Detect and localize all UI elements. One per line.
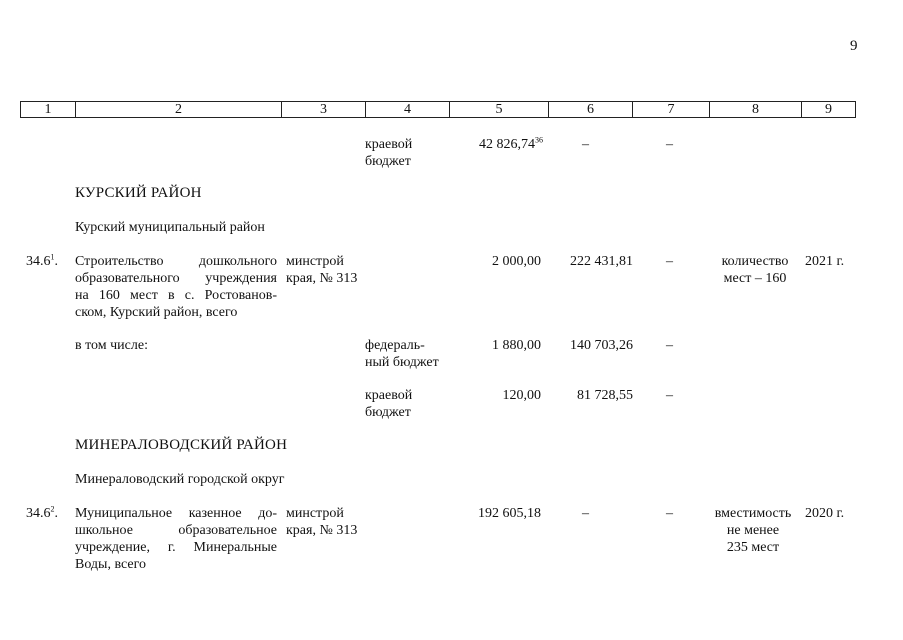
item-number-sup: 2 bbox=[50, 504, 55, 514]
regional-col5-kursk: 120,00 bbox=[502, 388, 541, 403]
source-line: бюджет bbox=[365, 154, 411, 169]
column-header-4: 4 bbox=[366, 102, 450, 118]
regional-col7-kursk: – bbox=[666, 388, 673, 403]
description-line: Муниципальное казенное до- bbox=[75, 506, 277, 521]
column-header-9: 9 bbox=[802, 102, 856, 118]
federal-source-kursk bbox=[365, 337, 455, 371]
source-line: бюджет bbox=[365, 405, 411, 420]
including-label-kursk: в том числе: bbox=[75, 338, 148, 353]
column-header-8: 8 bbox=[710, 102, 802, 118]
result-line: вместимость bbox=[714, 506, 792, 521]
item-col5-kursk: 2 000,00 bbox=[492, 254, 541, 269]
federal-col6-kursk: 140 703,26 bbox=[570, 338, 633, 353]
top-row-col7: – bbox=[666, 137, 673, 152]
regional-source-kursk bbox=[365, 387, 449, 421]
source-line: ный бюджет bbox=[365, 355, 439, 370]
item-year-minvody: 2020 г. bbox=[805, 506, 845, 521]
federal-col7-kursk: – bbox=[666, 338, 673, 353]
column-header-row bbox=[20, 101, 856, 118]
ministry-line: края, № 313 bbox=[286, 523, 358, 538]
description-line: учреждение, г. Минеральные bbox=[75, 540, 277, 555]
ministry-line: края, № 313 bbox=[286, 271, 358, 286]
district-title-kursk: КУРСКИЙ РАЙОН bbox=[75, 185, 202, 201]
item-description-minvody bbox=[75, 505, 277, 573]
top-row-col6: – bbox=[582, 137, 589, 152]
source-line: краевой bbox=[365, 388, 413, 403]
description-line: Строительство дошкольного bbox=[75, 254, 277, 269]
description-line: школьное образовательное bbox=[75, 523, 277, 538]
description-line: ском, Курский район, всего bbox=[75, 305, 238, 320]
item-number-minvody bbox=[26, 505, 58, 522]
item-number: 34.6 bbox=[26, 506, 51, 521]
top-row-col5 bbox=[450, 136, 543, 153]
ministry-minvody bbox=[286, 505, 366, 539]
item-col7-kursk: – bbox=[666, 254, 673, 269]
result-line: не менее bbox=[726, 523, 780, 538]
item-col6-kursk: 222 431,81 bbox=[570, 254, 633, 269]
item-number-dot: . bbox=[54, 506, 58, 521]
column-header-7: 7 bbox=[633, 102, 710, 118]
item-number: 34.6 bbox=[26, 254, 51, 269]
amount-value: 42 826,74 bbox=[479, 137, 535, 152]
source-line: краевой bbox=[365, 137, 413, 152]
item-description-kursk bbox=[75, 253, 277, 321]
item-col5-minvody: 192 605,18 bbox=[478, 506, 541, 521]
column-header-5: 5 bbox=[450, 102, 549, 118]
regional-col6-kursk: 81 728,55 bbox=[577, 388, 633, 403]
result-line: количество bbox=[721, 254, 789, 269]
item-number-kursk bbox=[26, 253, 58, 270]
item-col7-minvody: – bbox=[666, 506, 673, 521]
source-line: федераль- bbox=[365, 338, 425, 353]
item-result-minvody bbox=[703, 505, 803, 556]
federal-col5-kursk: 1 880,00 bbox=[492, 338, 541, 353]
description-line: на 160 мест в с. Ростованов- bbox=[75, 288, 277, 303]
item-year-kursk: 2021 г. bbox=[805, 254, 845, 269]
description-line: образовательного учреждения bbox=[75, 271, 277, 286]
municipality-minvody: Минераловодский городской округ bbox=[75, 472, 285, 487]
column-header-6: 6 bbox=[549, 102, 633, 118]
ministry-line: минстрой bbox=[286, 506, 344, 521]
description-line: Воды, всего bbox=[75, 557, 146, 572]
ministry-line: минстрой bbox=[286, 254, 344, 269]
column-header-3: 3 bbox=[282, 102, 366, 118]
item-result-kursk bbox=[707, 253, 803, 287]
item-number-dot: . bbox=[54, 254, 58, 269]
footnote-marker: 36 bbox=[535, 135, 543, 145]
result-line: мест – 160 bbox=[723, 271, 787, 286]
item-col6-minvody: – bbox=[582, 506, 589, 521]
page-number: 9 bbox=[850, 38, 858, 54]
municipality-kursk: Курский муниципальный район bbox=[75, 220, 265, 235]
item-number-sup: 1 bbox=[50, 252, 55, 262]
top-row-source bbox=[365, 136, 449, 170]
result-line: 235 мест bbox=[726, 540, 780, 555]
ministry-kursk bbox=[286, 253, 366, 287]
column-header-2: 2 bbox=[76, 102, 282, 118]
column-header-1: 1 bbox=[21, 102, 76, 118]
district-title-minvody: МИНЕРАЛОВОДСКИЙ РАЙОН bbox=[75, 437, 288, 453]
